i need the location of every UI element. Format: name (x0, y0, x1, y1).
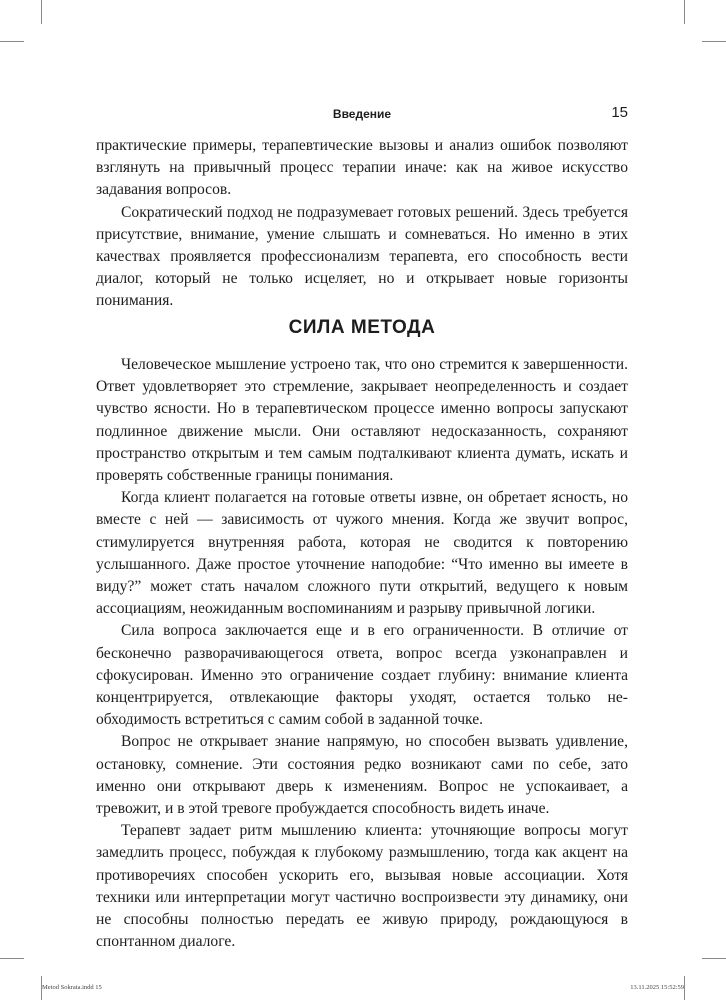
paragraph: практические примеры, терапевтические вызовы и анализ ошибок позволяют взглянуть на привычный процесс терапии иначе: как на живое искусство задавания вопросов. (96, 137, 628, 199)
crop-mark (0, 958, 24, 959)
paragraph: Сила вопроса заключается еще и в его ограниченности. В отличие от бесконечно разворачивающегося ответа, вопрос всегда узконаправлен и сфокусирован. Именно это ограничение создает глубину: внимание клиента концентрируется, отвлекающие факторы уходят, остается только необходимость встретиться с самим собой в заданной точке. (96, 622, 628, 729)
intro-text (96, 135, 628, 313)
body-text (96, 354, 628, 953)
crop-mark (684, 976, 685, 1000)
paragraph: Вопрос не открывает знание напрямую, но способен вызвать удивление, остановку, сомнение. Эти состояния редко возникают сами по себе, зато именно они открывают дверь к изменениям. Вопрос не успокаивает, а тревожит, и в этой тревоге пробуждается способность видеть иначе. (96, 733, 628, 818)
slug-file: Metod Sokrata.indd 15 (42, 984, 102, 991)
paragraph: Сократический подход не подразумевает готовых решений. Здесь требуется присутствие, внимание, умение слышать и сомневаться. Но именно в этих качествах проявляется профессионализм терапевта, его способность вести диалог, который не только исцеляет, но и открывает новые горизонты понимания. (96, 203, 628, 310)
crop-mark (41, 0, 42, 24)
page-number: 15 (611, 104, 628, 121)
slug-date: 13.11.2025 15:52:59 (630, 984, 684, 991)
section-title: СИЛА МЕТОДА (288, 317, 436, 338)
running-head-section: Введение (332, 107, 392, 121)
paragraph: Человеческое мышление устроено так, что оно стремится к завершенности. Ответ удовлетворяет это стремление, закрывает неопределенность и создает чувство ясности. Но в терапевтическом процессе именно вопросы запускают подлинное движение мысли. Они оставляют недосказанность, сохраняют пространство открытым и тем самым подталкивают клиента думать, искать и проверять собственные границы понимания. (96, 356, 628, 485)
running-head (96, 104, 628, 124)
paragraph: Терапевт задает ритм мышлению клиента: уточняющие вопросы могут замедлить процесс, побуждая к глубокому размышлению, тогда как акцент на противоречиях способен ускорить его, вызывая новые ассоциации. Хотя техники или интерпретации могут частично воспроизвести эту динамику, они не способны полностью передать ее живую природу, рождающуюся в спонтанном диалоге. (96, 822, 628, 951)
crop-mark (702, 958, 726, 959)
crop-mark (0, 41, 24, 42)
crop-mark (702, 41, 726, 42)
paragraph: Когда клиент полагается на готовые ответы извне, он обретает ясность, но вместе с ней — зависимость от чужого мнения. Когда же звучит вопрос, стимулируется внутренняя работа, которая не сводится к повторению услышанного. Даже простое уточнение наподобие: “Что именно вы имеете в виду?” может стать началом сложного пути открытий, ведущего к новым ассоциациям, неожиданным воспоминаниям и разрыву привычной логики. (96, 489, 628, 618)
crop-mark (684, 0, 685, 24)
